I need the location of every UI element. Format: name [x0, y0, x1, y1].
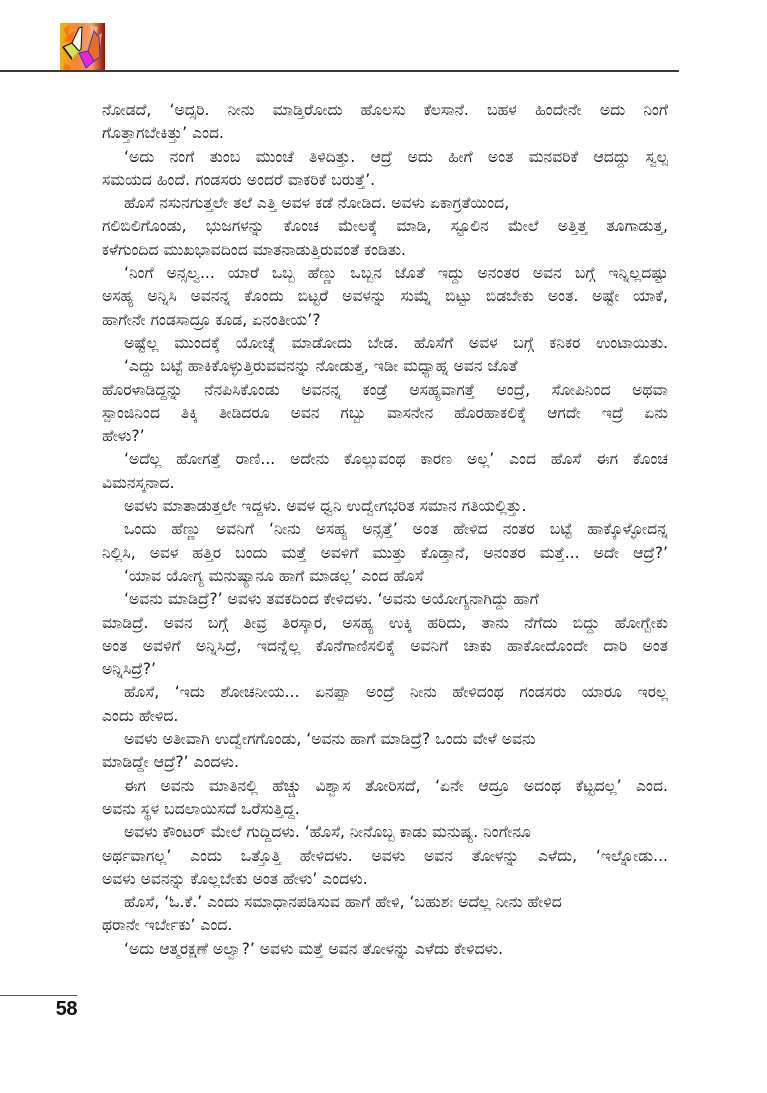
paragraph-first-line: ‘ಅವನು ಮಾಡಿದ್ರೆ?’ ಅವಳು ತವಕದಿಂದ ಕೇಳಿದಳು. ‘ಅವನು ಅಯೋಗ್ಯನಾಗಿದ್ದು ಹಾಗೆ: [124, 590, 539, 609]
paragraph-first-line: ಈಗ ಅವನು ಮಾತಿನಲ್ಲಿ ಹೆಚ್ಚು ವಿಶ್ವಾಸ ತೋರಿಸದೆ, ‘ಏನೇ ಆದ್ರೂ ಅದಂಥ ಕೆಟ್ಟದಲ್ಲ’ ಎಂದ.: [124, 776, 668, 795]
paragraph-first-line: ‘ಯಾವ ಯೋಗ್ಯ ಮನುಷ್ಯಾನೂ ಹಾಗೆ ಮಾಡಲ್ಲ’ ಎಂದ ಹೊಸೆ: [124, 566, 424, 585]
text-line: ನೋಡದೆ, ‘ಅದ್ಸರಿ. ನೀನು ಮಾಡ್ತಿರೋದು ಹೊಲಸು ಕೆಲಸಾನೆ. ಬಹಳ ಹಿಂದೇನೇ ಅದು ನಿಂಗೆ: [102, 101, 668, 119]
text-line: ಅಸಹ್ಯ ಅನ್ನಿಸಿ ಅವನನ್ನ ಕೊಂದು ಬಿಟ್ಟರೆ ಅವಳನ್ನು ಸುಮ್ನೆ ಬಿಟ್ಟು ಬಿಡಬೇಕು ಅಂತ. ಅಷ್ಟೇ ಯಾಕೆ,: [102, 287, 668, 306]
paragraph-first-line: ಒಂದು ಹೆಣ್ಣು ಅವನಿಗೆ ‘ನೀನು ಅಸಹ್ಯ ಅನ್ಸತ್ತೆ’ ಅಂತ ಹೇಳಿದ ನಂತರ ಬಟ್ಟೆ ಹಾಕ್ಕೊಳ್ಳೋದನ್ನ: [124, 520, 668, 539]
paragraph-first-line: ‘ನಿಂಗೆ ಅನ್ಸಲ್ವ... ಯಾರೆ ಒಬ್ಬ ಹೆಣ್ಣು ಒಬ್ಬನ ಜೊತೆ ಇದ್ದು ಅನಂತರ ಅವನ ಬಗ್ಗೆ ಇನ್ನಿಲ್ಲದಷ್ಟು: [124, 264, 668, 283]
text-line: ಅನ್ನಿಸಿದ್ರೆ?’: [102, 660, 156, 679]
paragraph-first-line: ಅವಳು ಕೌಂಟರ್ ಮೇಲೆ ಗುದ್ದಿದಳು. ‘ಹೊಸೆ, ನೀನೊಬ್ಬ ಕಾಡು ಮನುಷ್ಯ. ನಿಂಗೇನೂ: [124, 823, 531, 842]
footer-rule: [0, 995, 77, 996]
text-line: ಅವನು ಸ್ಥಳ ಬದಲಾಯಿಸದೆ ಒರೆಸುತ್ತಿದ್ದ.: [102, 799, 300, 818]
text-line: ಥರಾನೇ ಇರ್ಬೇಕು’ ಎಂದ.: [102, 916, 233, 935]
text-line: ಹೊರಳಾಡಿದ್ದನ್ನು ನೆನಪಿಸಿಕೊಂಡು ಅವನನ್ನ ಕಂಡ್ರೆ ಅಸಹ್ಯವಾಗತ್ತೆ ಅಂದ್ರೆ, ಸೋಪಿನಿಂದ ಅಥವಾ: [102, 380, 668, 399]
text-line: ಮಾಡಿದ್ರೆ. ಅವನ ಬಗ್ಗೆ ತೀವ್ರ ತಿರಸ್ಕಾರ, ಅಸಹ್ಯ ಉಕ್ಕಿ ಹರಿದು, ತಾನು ನೆಗೆದು ಬಿದ್ದು ಹೋಗ್ಬೇಕು: [102, 613, 668, 632]
open-book-logo-graphic: [60, 23, 105, 72]
text-line: ಸಮಯದ ಹಿಂದೆ. ಗಂಡಸರು ಅಂದರೆ ವಾಕರಿಕೆ ಬರುತ್ತೆ’.: [102, 170, 376, 189]
header-rule: [0, 70, 679, 72]
paragraph-first-line: ಅವಳು ಅತೀವಾಗಿ ಉದ್ವೇಗಗೊಂಡು, ‘ಅವನು ಹಾಗೆ ಮಾಡಿದ್ರೆ? ಒಂದು ವೇಳೆ ಅವನು: [124, 730, 536, 749]
text-line: ಹಾಗೇನೇ ಗಂಡಸಾದ್ರೂ ಕೂಡ, ಏನಂತೀಯ’?: [102, 310, 321, 329]
text-line: ಗಲಿಬಿಲಿಗೊಂಡು, ಭುಜಗಳನ್ನು ಕೊಂಚ ಮೇಲಕ್ಕೆ ಮಾಡಿ, ಸ್ಟೂಲಿನ ಮೇಲೆ ಅತ್ತಿತ್ತ ತೂಗಾಡುತ್ತ,: [102, 217, 668, 236]
body-text: [102, 99, 668, 961]
paragraph-first-line: ಅಷ್ಟೆಲ್ಲ ಮುಂದಕ್ಕೆ ಯೋಚ್ನೆ ಮಾಡೋದು ಬೇಡ. ಹೊಸೆಗೆ ಅವಳ ಬಗ್ಗೆ ಕನಿಕರ ಉಂಟಾಯಿತು.: [124, 333, 668, 352]
text-line: ಗೊತ್ತಾಗಬೇಕಿತ್ತು’ ಎಂದ.: [102, 124, 225, 143]
text-line: ನಿಲ್ಲಿಸಿ, ಅವಳ ಹತ್ತಿರ ಬಂದು ಮತ್ತೆ ಅವಳಿಗೆ ಮುತ್ತು ಕೊಡ್ತಾನೆ, ಅನಂತರ ಮತ್ತೆ... ಅದೇ ಆದ್ರೆ?’: [102, 543, 668, 562]
paragraph-first-line: ಹೊಸೆ, ‘ಇದು ಶೋಚನೀಯ... ಏನಪ್ಪಾ ಅಂದ್ರೆ ನೀನು ಹೇಳಿದಂಥ ಗಂಡಸರು ಯಾರೂ ಇರಲ್ಲ: [124, 683, 668, 702]
paragraph-first-line: ಅವಳು ಮಾತಾಡುತ್ತಲೇ ಇದ್ದಳು. ಅವಳ ಧ್ವನಿ ಉದ್ವೇಗಭರಿತ ಸಮಾನ ಗತಿಯಲ್ಲಿತ್ತು.: [124, 497, 527, 516]
text-line: ಹೇಳು?’: [102, 427, 145, 446]
paragraph-first-line: ‘ಎದ್ದು ಬಟ್ಟೆ ಹಾಕಿಕೊಳ್ಳುತ್ತಿರುವವನನ್ನು ನೋಡುತ್ತ, ಇಡೀ ಮಧ್ಯಾಹ್ನ ಅವನ ಜೊತೆ: [124, 357, 518, 376]
text-line: ಅವಳು ಅವನನ್ನು ಕೊಲ್ಲಬೇಕು ಅಂತ ಹೇಳು’ ಎಂದಳು.: [102, 869, 368, 888]
text-line: ಸ್ಪಾಂಜಿನಿಂದ ತಿಕ್ಕಿ ತೀಡಿದರೂ ಅವನ ಗಬ್ಬು ವಾಸನೇನ ಹೊರಹಾಕಲಿಕ್ಕೆ ಆಗದೇ ಇದ್ರೆ ಏನು: [102, 403, 668, 422]
paragraph-first-line: ‘ಅದು ಆತ್ಮರಕ್ಷಣೆ ಅಲ್ವಾ?’ ಅವಳು ಮತ್ತೆ ಅವನ ತೋಳನ್ನು ಎಳೆದು ಕೇಳಿದಳು.: [124, 939, 504, 958]
text-line: ಮಾಡಿದ್ದೇ ಆದ್ರೆ?’ ಎಂದಳು.: [102, 753, 239, 772]
text-line: ಅರ್ಥವಾಗಲ್ಲ’ ಎಂದು ಒತ್ತೊತ್ತಿ ಹೇಳಿದಳು. ಅವಳು ಅವನ ತೋಳನ್ನು ಎಳೆದು, ‘ಇಲ್ನೋಡು...: [102, 846, 668, 865]
open-book-logo-icon: [60, 23, 105, 72]
paragraph-first-line: ‘ಅದೆಲ್ಲ ಹೋಗತ್ತೆ ರಾಣಿ... ಅದೇನು ಕೊಲ್ಲುವಂಥ ಕಾರಣ ಅಲ್ಲ’ ಎಂದ ಹೊಸೆ ಈಗ ಕೊಂಚ: [124, 450, 668, 469]
paragraph-first-line: ಹೊಸೆ ನಸುನಗುತ್ತಲೇ ತಲೆ ಎತ್ತಿ ಅವಳ ಕಡೆ ನೋಡಿದ. ಅವಳು ಏಕಾಗ್ರತೆಯಿಂದ,: [124, 194, 510, 213]
paragraph-first-line: ಹೊಸೆ, ‘ಓ.ಕೆ.’ ಎಂದು ಸಮಾಧಾನಪಡಿಸುವ ಹಾಗೆ ಹೇಳಿ, ‘ಬಹುಶಃ ಅದೆಲ್ಲ ನೀನು ಹೇಳಿದ: [124, 893, 562, 912]
page-number: 58: [55, 998, 77, 1020]
text-line: ಕಳೆಗುಂದಿದ ಮುಖಭಾವದಿಂದ ಮಾತನಾಡುತ್ತಿರುವಂತೆ ಕಂಡಿತು.: [102, 240, 406, 259]
paragraph-first-line: ‘ಅದು ನಂಗೆ ತುಂಬ ಮುಂಚೆ ತಿಳಿದಿತ್ತು. ಆದ್ರೆ ಅದು ಹೀಗೆ ಅಂತ ಮನವರಿಕೆ ಆದದ್ದು ಸ್ವಲ್ಪ: [124, 147, 668, 166]
text-line: ಅಂತ ಅವಳಿಗೆ ಅನ್ನಿಸಿದ್ರೆ, ಇದನ್ನೆಲ್ಲ ಕೊನೆಗಾಣಿಸಲಿಕ್ಕೆ ಅವನಿಗೆ ಚಾಕು ಹಾಕೋದೊಂದೇ ದಾರಿ ಅಂತ: [102, 636, 668, 655]
text-line: ಎಂದು ಹೇಳಿದ.: [102, 706, 179, 725]
text-line: ವಿಮನಸ್ಕನಾದ.: [102, 473, 175, 492]
